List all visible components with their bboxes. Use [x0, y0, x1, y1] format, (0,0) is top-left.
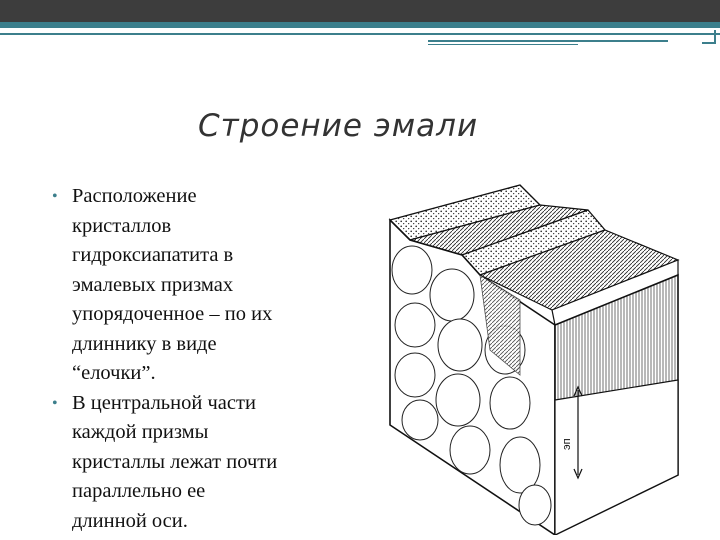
- bullet-marker: •: [52, 188, 58, 205]
- thickness-label: эп: [561, 438, 573, 450]
- slide-top-bar: [0, 0, 720, 22]
- decor-line: [0, 33, 720, 35]
- enamel-structure-diagram: [380, 175, 685, 535]
- right-face-lower: [555, 380, 678, 535]
- bullet-text: Расположение кристаллов гидроксиапатита в эмалевых призмах упорядоченное – по их длиннику в виде “елочки”.: [72, 185, 273, 384]
- bullet-item: [50, 389, 380, 537]
- decor-line: [428, 44, 578, 45]
- decor-corner: [702, 30, 716, 44]
- slide-accent-band: [0, 22, 720, 28]
- bullet-item: [50, 182, 380, 389]
- bullet-text: В центральной части каждой призмы кристаллы лежат почти параллельно ее длинной оси.: [72, 391, 278, 532]
- bullet-list: [50, 182, 380, 536]
- slide-title: Строение эмали: [198, 108, 479, 144]
- bullet-marker: •: [52, 394, 58, 412]
- decor-line: [428, 40, 668, 42]
